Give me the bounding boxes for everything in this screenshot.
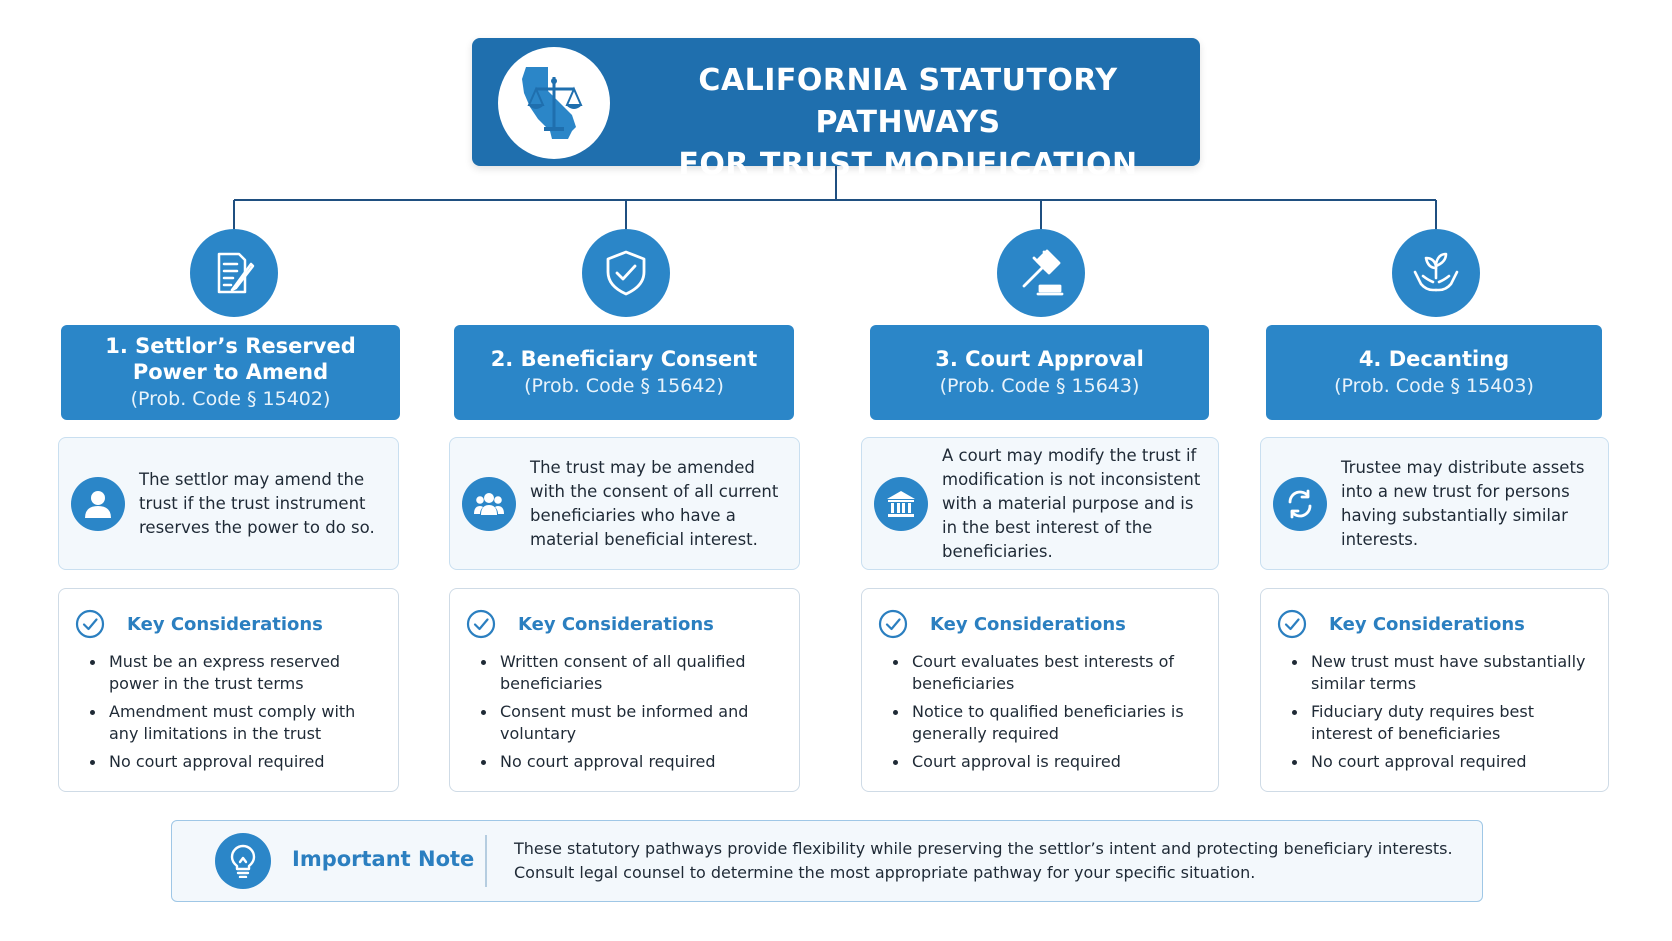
pathway-name: 4. Decanting	[1358, 346, 1510, 371]
courthouse-icon	[874, 477, 928, 531]
key-considerations-title: Key Considerations	[518, 613, 714, 635]
check-circle-icon	[1277, 609, 1307, 639]
considerations-list	[87, 651, 388, 779]
list-item: Notice to qualified beneficiaries is generally required	[890, 701, 1208, 745]
list-item: Must be an express reserved power in the trust terms	[87, 651, 388, 695]
pathway-description-2	[449, 437, 800, 570]
description-text: The settlor may amend the trust if the trust instrument reserves the power to do so.	[139, 469, 375, 537]
list-item: No court approval required	[478, 751, 789, 773]
note-text	[514, 837, 1466, 885]
list-item: New trust must have substantially similar terms	[1289, 651, 1598, 695]
list-item: Court approval is required	[890, 751, 1208, 773]
description-text: The trust may be amended with the consent of all current beneficiaries who have a material beneficial interest.	[530, 457, 779, 549]
note-line-1: These statutory pathways provide flexibility while preserving the settlor’s intent and protecting beneficiary interests.	[514, 839, 1453, 858]
description-text: Trustee may distribute assets into a new trust for persons having substantially similar interests.	[1341, 457, 1585, 549]
title-line-2: FOR TRUST MODIFICATION	[678, 147, 1138, 182]
key-considerations-3	[861, 588, 1219, 792]
pathway-name: 2. Beneficiary Consent	[490, 346, 758, 371]
title-line-1: CALIFORNIA STATUTORY PATHWAYS	[698, 63, 1118, 140]
key-considerations-2	[449, 588, 800, 792]
list-item: Fiduciary duty requires best interest of beneficiaries	[1289, 701, 1598, 745]
considerations-list	[1289, 651, 1598, 779]
check-circle-icon	[878, 609, 908, 639]
list-item: Amendment must comply with any limitations in the trust	[87, 701, 388, 745]
person-icon	[71, 477, 125, 531]
note-divider	[485, 835, 487, 887]
pathway-name: 3. Court Approval	[935, 346, 1144, 371]
pathway-title-2	[454, 325, 794, 420]
connector-lines	[0, 0, 1672, 260]
description-text: A court may modify the trust if modification is not inconsistent with a material purpose and is in the best interest of the beneficiaries.	[942, 445, 1201, 561]
pathway-description-4	[1260, 437, 1609, 570]
gavel-icon	[997, 229, 1085, 317]
pathway-code: (Prob. Code § 15403)	[1334, 374, 1534, 397]
cycle-arrows-icon	[1273, 477, 1327, 531]
check-circle-icon	[466, 609, 496, 639]
pathway-description-1	[58, 437, 399, 570]
note-line-2: Consult legal counsel to determine the most appropriate pathway for your specific situation.	[514, 863, 1256, 882]
lightbulb-icon	[215, 833, 271, 889]
key-considerations-title: Key Considerations	[1329, 613, 1525, 635]
pathway-title-4	[1266, 325, 1602, 420]
group-icon	[462, 477, 516, 531]
important-note	[171, 820, 1483, 902]
list-item: Consent must be informed and voluntary	[478, 701, 789, 745]
shield-check-icon	[582, 229, 670, 317]
check-circle-icon	[75, 609, 105, 639]
pathway-code: (Prob. Code § 15642)	[524, 374, 724, 397]
list-item: Court evaluates best interests of beneficiaries	[890, 651, 1208, 695]
key-considerations-title: Key Considerations	[930, 613, 1126, 635]
pathway-title-1	[61, 325, 400, 420]
key-considerations-4	[1260, 588, 1609, 792]
pathway-title-3	[870, 325, 1209, 420]
hands-plant-icon	[1392, 229, 1480, 317]
pathway-code: (Prob. Code § 15643)	[939, 374, 1140, 397]
pathway-description-3	[861, 437, 1219, 570]
key-considerations-1	[58, 588, 399, 792]
list-item: No court approval required	[1289, 751, 1598, 773]
considerations-list	[890, 651, 1208, 779]
pathway-name: 1. Settlor’s Reserved Power to Amend	[105, 333, 356, 384]
considerations-list	[478, 651, 789, 779]
list-item: No court approval required	[87, 751, 388, 773]
document-pen-icon	[190, 229, 278, 317]
note-title: Important Note	[292, 847, 475, 871]
list-item: Written consent of all qualified beneficiaries	[478, 651, 789, 695]
pathway-code: (Prob. Code § 15402)	[130, 387, 331, 410]
key-considerations-title: Key Considerations	[127, 613, 323, 635]
